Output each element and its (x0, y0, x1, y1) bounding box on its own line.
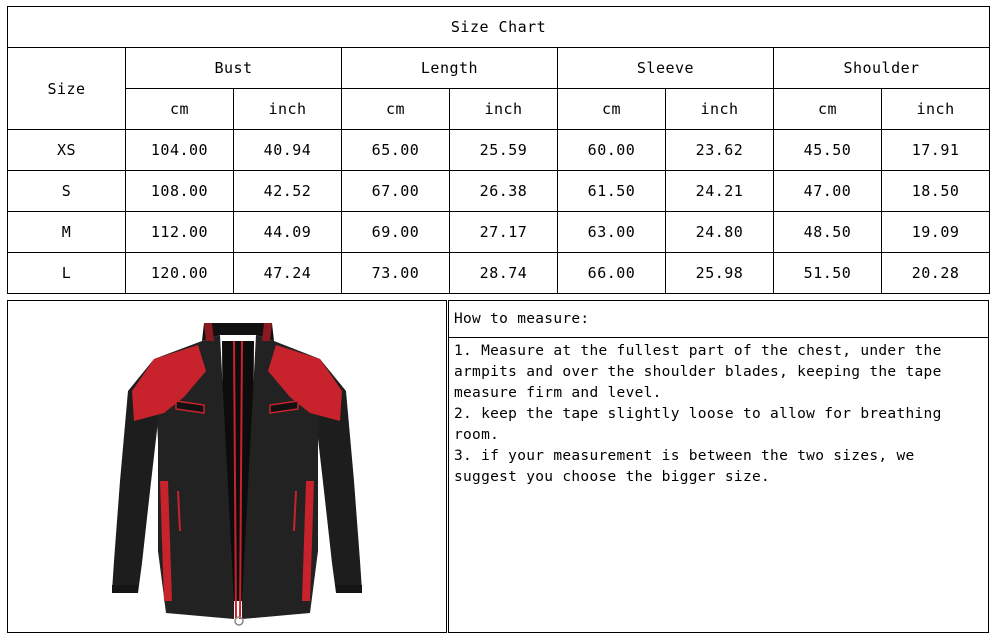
unit-header: cm (558, 89, 666, 130)
value-cell: 25.98 (666, 253, 774, 294)
value-cell: 73.00 (342, 253, 450, 294)
shoulder-header: Shoulder (774, 48, 990, 89)
value-cell: 112.00 (126, 212, 234, 253)
size-chart-title: Size Chart (8, 7, 990, 48)
value-cell: 45.50 (774, 130, 882, 171)
unit-header: inch (450, 89, 558, 130)
unit-header: cm (126, 89, 234, 130)
value-cell: 23.62 (666, 130, 774, 171)
measure-step: 2. keep the tape slightly loose to allow for breathing room. (454, 406, 942, 443)
value-cell: 48.50 (774, 212, 882, 253)
value-cell: 60.00 (558, 130, 666, 171)
value-cell: 24.80 (666, 212, 774, 253)
unit-header: inch (882, 89, 990, 130)
value-cell: 104.00 (126, 130, 234, 171)
value-cell: 67.00 (342, 171, 450, 212)
size-cell: S (8, 171, 126, 212)
size-cell: L (8, 253, 126, 294)
how-to-measure-steps (449, 338, 988, 488)
table-row (8, 130, 990, 171)
product-image-panel (7, 300, 447, 633)
value-cell: 47.00 (774, 171, 882, 212)
value-cell: 108.00 (126, 171, 234, 212)
unit-header: cm (774, 89, 882, 130)
table-row (8, 253, 990, 294)
value-cell: 66.00 (558, 253, 666, 294)
value-cell: 65.00 (342, 130, 450, 171)
measure-step: 3. if your measurement is between the two sizes, we suggest you choose the bigger size. (454, 448, 915, 485)
value-cell: 20.28 (882, 253, 990, 294)
size-cell: M (8, 212, 126, 253)
value-cell: 17.91 (882, 130, 990, 171)
value-cell: 24.21 (666, 171, 774, 212)
value-cell: 28.74 (450, 253, 558, 294)
value-cell: 27.17 (450, 212, 558, 253)
size-column-header: Size (8, 48, 126, 130)
bust-header: Bust (126, 48, 342, 89)
size-cell: XS (8, 130, 126, 171)
how-to-measure-heading: How to measure: (449, 301, 988, 338)
value-cell: 18.50 (882, 171, 990, 212)
value-cell: 19.09 (882, 212, 990, 253)
unit-header: cm (342, 89, 450, 130)
value-cell: 44.09 (234, 212, 342, 253)
measure-step: 1. Measure at the fullest part of the chest, under the armpits and over the shoulder blades, keeping the tape measure firm and level. (454, 343, 942, 401)
value-cell: 51.50 (774, 253, 882, 294)
unit-header: inch (666, 89, 774, 130)
value-cell: 63.00 (558, 212, 666, 253)
sleeve-header: Sleeve (558, 48, 774, 89)
size-chart-table (7, 6, 990, 294)
jacket-image (8, 301, 446, 632)
value-cell: 26.38 (450, 171, 558, 212)
value-cell: 61.50 (558, 171, 666, 212)
value-cell: 47.24 (234, 253, 342, 294)
value-cell: 120.00 (126, 253, 234, 294)
value-cell: 42.52 (234, 171, 342, 212)
table-row (8, 212, 990, 253)
value-cell: 40.94 (234, 130, 342, 171)
length-header: Length (342, 48, 558, 89)
value-cell: 25.59 (450, 130, 558, 171)
unit-header: inch (234, 89, 342, 130)
value-cell: 69.00 (342, 212, 450, 253)
how-to-measure-panel (448, 300, 989, 633)
table-row (8, 171, 990, 212)
